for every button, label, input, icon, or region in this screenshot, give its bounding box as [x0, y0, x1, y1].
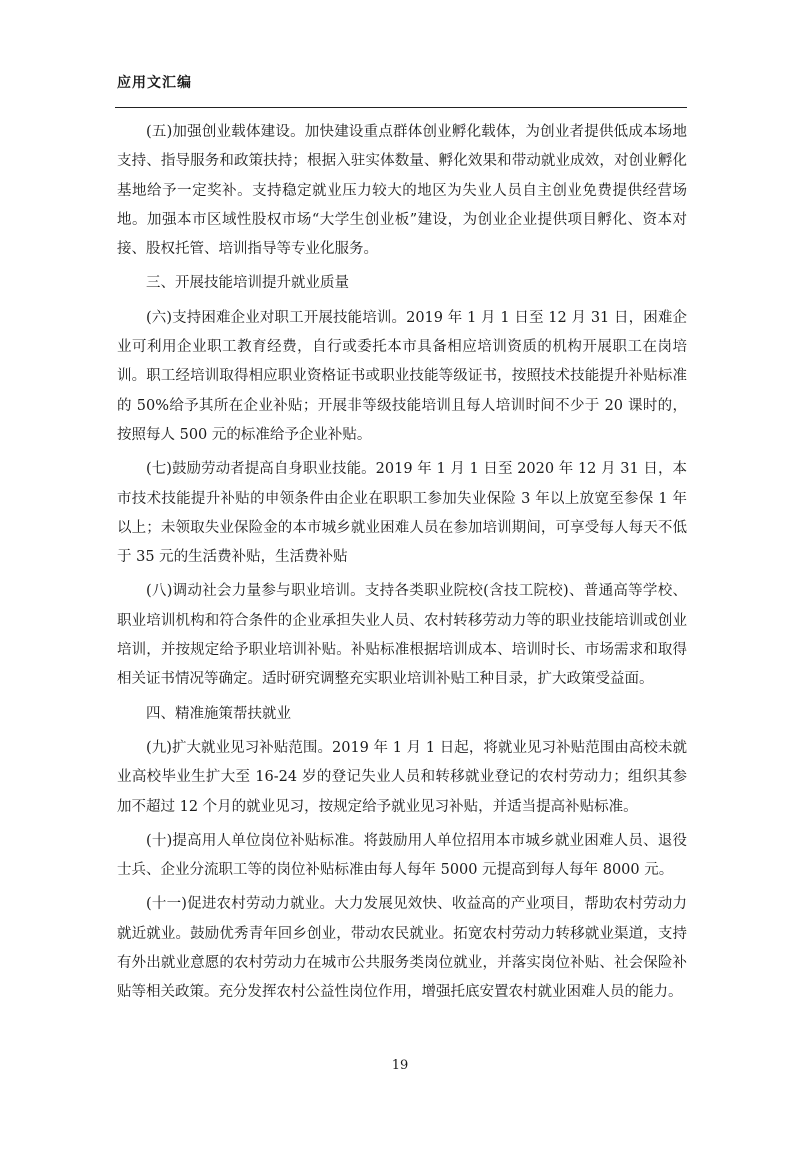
- paragraph-7: (七)鼓励劳动者提高自身职业技能。2019 年 1 月 1 日至 2020 年 12 月 31 日，本市技术技能提升补贴的申领条件由企业在职职工参加失业保险 3 年以上放宽至参保 1 年以上；未领取失业保险金的本市城乡就业困难人员在参加培训期间，可享受每人每天不低于 35 元的生活费补贴，生活费补贴: [117, 461, 687, 566]
- header-rule: [115, 107, 687, 108]
- paragraph-8: (八)调动社会力量参与职业培训。支持各类职业院校(含技工院校)、普通高等学校、职业培训机构和符合条件的企业承担失业人员、农村转移劳动力等的职业技能培训或创业培训，并按规定给予职业培训补贴。补贴标准根据培训成本、培训时长、市场需求和取得相关证书情况等确定。适时研究调整充实职业培训补贴工种目录，扩大政策受益面。: [117, 583, 687, 688]
- paragraph-9: (九)扩大就业见习补贴范围。2019 年 1 月 1 日起，将就业见习补贴范围由高校未就业高校毕业生扩大至 16-24 岁的登记失业人员和转移就业登记的农村劳动力；组织其参加不超过 12 个月的就业见习，按规定给予就业见习补贴，并适当提高补贴标准。: [117, 739, 687, 815]
- running-header: 应用文汇编: [117, 75, 192, 91]
- page-number: 19: [391, 1058, 409, 1073]
- paragraph-10: (十)提高用人单位岗位补贴标准。将鼓励用人单位招用本市城乡就业困难人员、退役士兵、企业分流职工等的岗位补贴标准由每人每年 5000 元提高到每人每年 8000 元。: [117, 832, 687, 879]
- section-heading-4: 四、精准施策帮扶就业: [146, 705, 291, 722]
- paragraph-5: (五)加强创业载体建设。加快建设重点群体创业孵化载体，为创业者提供低成本场地支持、指导服务和政策扶持；根据入驻实体数量、孵化效果和带动就业成效，对创业孵化基地给予一定奖补。支持稳定就业压力较大的地区为失业人员自主创业免费提供经营场地。加强本市区域性股权市场“大学生创业板”建设，为创业企业提供项目孵化、资本对接、股权托管、培训指导等专业化服务。: [117, 124, 687, 258]
- section-heading-3: 三、开展技能培训提升就业质量: [146, 275, 349, 292]
- paragraph-11: (十一)促进农村劳动力就业。大力发展见效快、收益高的产业项目，帮助农村劳动力就近就业。鼓励优秀青年回乡创业，带动农民就业。拓宽农村劳动力转移就业渠道，支持有外出就业意愿的农村劳动力在城市公共服务类岗位就业，并落实岗位补贴、社会保险补贴等相关政策。充分发挥农村公益性岗位作用，增强托底安置农村就业困难人员的能力。: [117, 896, 687, 1001]
- paragraph-6: (六)支持困难企业对职工开展技能培训。2019 年 1 月 1 日至 12 月 31 日，困难企业可利用企业职工教育经费，自行或委托本市具备相应培训资质的机构开展职工在岗培训。职工经培训取得相应职业资格证书或职业技能等级证书，按照技术技能提升补贴标准的 50%给予其所在企业补贴；开展非等级技能培训且每人培训时间不少于 20 课时的，按照每人 500 元的标准给予企业补贴。: [117, 309, 687, 443]
- document-body: [117, 118, 687, 1013]
